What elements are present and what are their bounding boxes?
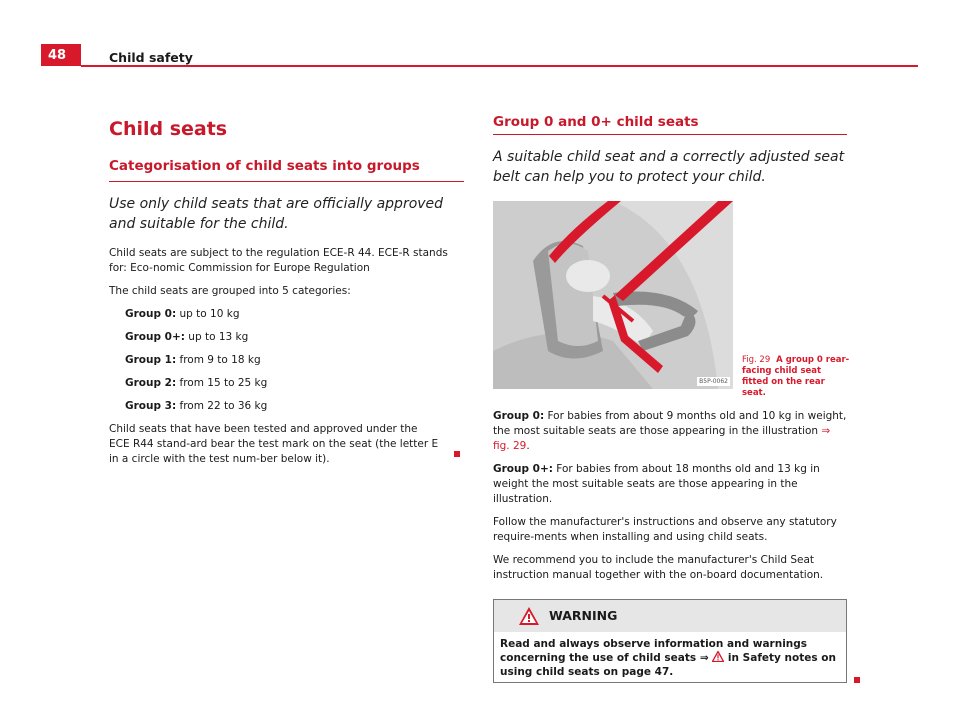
group-label: Group 3: <box>125 400 177 412</box>
recommend-paragraph: We recommend you to include the manufacturer's Child Seat instruction manual together with the on-board documentation. <box>493 554 824 581</box>
figure-caption <box>742 355 850 399</box>
categories-paragraph: The child seats are grouped into 5 categories: <box>109 285 351 297</box>
group-weight: from 22 to 36 kg <box>176 400 268 412</box>
sub-heading: Categorisation of child seats into groups <box>109 158 464 182</box>
group-weight: from 9 to 18 kg <box>176 354 261 366</box>
warning-header <box>494 600 846 632</box>
list-item <box>125 307 464 322</box>
group0plus-text: For babies from about 18 months old and 13 kg in weight the most suitable seats are those appearing in the illustration. <box>493 463 820 505</box>
list-item <box>125 330 464 345</box>
warning-text-end: in Safety notes on using child seats on page 47. <box>500 652 836 678</box>
group0plus-paragraph <box>493 462 847 507</box>
figure-code: B5P-0062 <box>699 378 728 385</box>
group-weight: up to 10 kg <box>176 308 240 320</box>
group-label: Group 0+: <box>125 331 185 343</box>
warning-text-start: Read and always observe information and warnings concerning the use of child seats ⇒ <box>500 638 808 664</box>
group-label: Group 0+: <box>493 463 553 475</box>
group0-paragraph: Group 0: For babies from about 9 months old and 10 kg in weight, the most suitable seats are those appearing in the illustration ⇒ fig. 29. <box>493 410 847 452</box>
figure <box>493 201 850 398</box>
section-end-marker <box>454 451 460 457</box>
group0-text: For babies from about 9 months old and 10 kg in weight, the most suitable seats are those appearing in the illustration <box>493 410 847 437</box>
list-item <box>125 376 464 391</box>
inline-warning-icon <box>712 652 724 664</box>
list-item <box>125 353 464 368</box>
list-item <box>125 399 464 414</box>
warning-box <box>493 599 847 683</box>
group-weight: up to 13 kg <box>184 331 249 343</box>
right-column <box>493 114 850 683</box>
group-label: Group 1: <box>125 354 177 366</box>
group-list <box>125 307 464 414</box>
child-seat-illustration <box>493 201 733 389</box>
child-seat-drawing <box>493 201 733 389</box>
section-end-marker <box>854 677 860 683</box>
warning-title: WARNING <box>549 608 618 623</box>
page-number: 48 <box>41 44 81 66</box>
header-rule <box>81 65 918 67</box>
group-label: Group 0: <box>125 308 177 320</box>
group-label: Group 0: <box>493 410 545 422</box>
figure-reference-link[interactable]: ⇒ fig. 29 <box>493 425 831 452</box>
section-title: Child safety <box>109 50 193 65</box>
figure-caption-text: A group 0 rear-facing child seat fitted on the rear seat. <box>742 355 850 398</box>
figure-label: Fig. 29 <box>742 355 771 365</box>
main-heading: Child seats <box>109 118 228 140</box>
intro-text: Use only child seats that are officially approved and suitable for the child. <box>109 196 444 232</box>
left-column <box>109 114 464 475</box>
group-weight: from 15 to 25 kg <box>176 377 268 389</box>
section-heading: Group 0 and 0+ child seats <box>493 114 847 135</box>
follow-instructions-paragraph: Follow the manufacturer's instructions and observe any statutory require-ments when installing and using child seats. <box>493 516 837 543</box>
warning-text <box>494 632 846 682</box>
intro-text: A suitable child seat and a correctly adjusted seat belt can help you to protect your child. <box>493 149 845 185</box>
test-mark-paragraph: Child seats that have been tested and approved under the ECE R44 stand-ard bear the test mark on the seat (the letter E in a circle with the test num-ber below it). <box>109 423 439 465</box>
group-label: Group 2: <box>125 377 177 389</box>
regulation-paragraph: Child seats are subject to the regulation ECE-R 44. ECE-R stands for: Eco-nomic Commission for Europe Regulation <box>109 247 448 274</box>
warning-triangle-icon <box>518 606 540 630</box>
